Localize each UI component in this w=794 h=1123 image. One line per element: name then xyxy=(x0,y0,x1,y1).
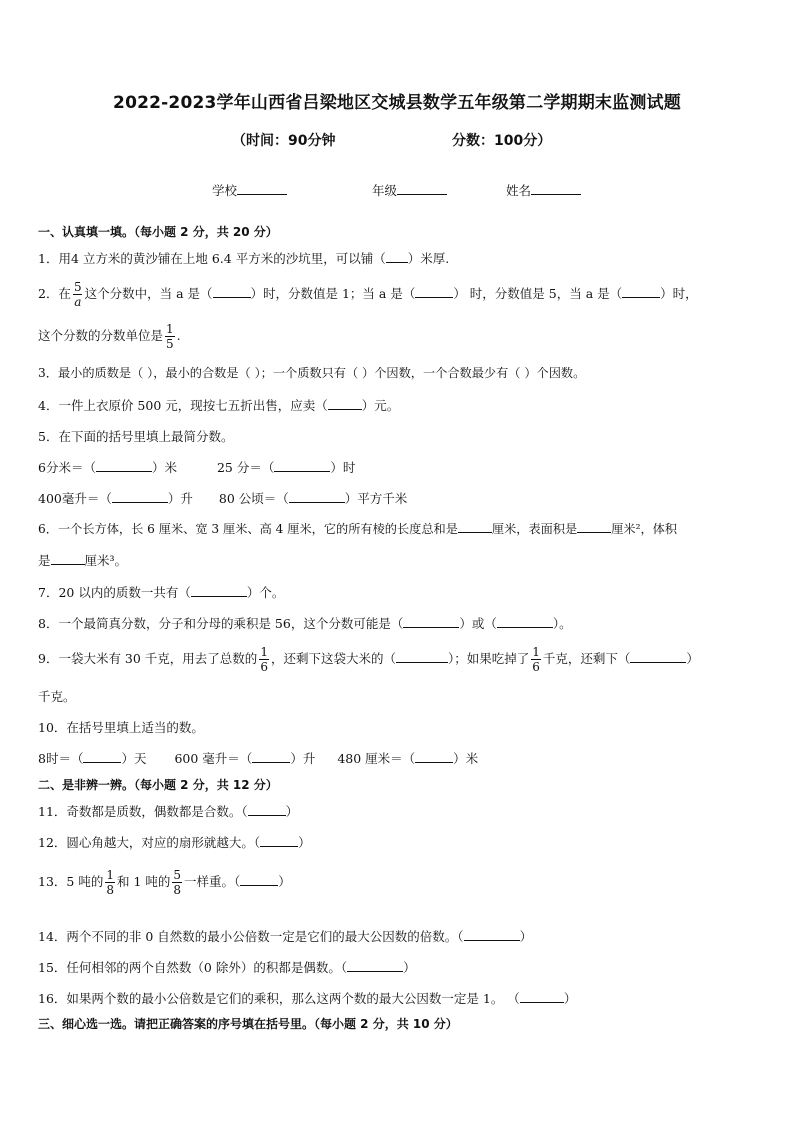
q9-blank-2[interactable] xyxy=(630,650,686,663)
question-10-intro: 10．在括号里填上适当的数。 xyxy=(38,720,204,735)
q2-blank-3[interactable] xyxy=(622,285,660,298)
question-13: 13．5 吨的 $\frac{1}{8}$ 和 1 吨的 $\frac{5}{8}$ 一样重。（ ） xyxy=(38,868,291,897)
q6-blank-2[interactable] xyxy=(577,520,611,533)
question-14: 14．两个不同的非 0 自然数的最小公倍数一定是它们的最大公因数的倍数。（ ） xyxy=(38,929,533,944)
question-11: 11．奇数都是质数，偶数都是合数。（ ） xyxy=(38,804,299,819)
q5-blank-3[interactable] xyxy=(112,490,168,503)
question-2-line-2: 这个分数的分数单位是 $\frac{1}{5}$ . xyxy=(38,322,181,351)
grade-label: 年级 xyxy=(372,183,398,198)
school-field[interactable] xyxy=(212,181,287,199)
q13-answer-blank[interactable] xyxy=(240,873,278,886)
section-2-heading: 二、是非辨一辨。（每小题 2 分，共 12 分） xyxy=(38,778,278,792)
fraction-1-over-6: $\frac{1}{6}$ xyxy=(260,645,268,674)
question-1: 1．用4 立方米的黄沙铺在上地 6.4 平方米的沙坑里，可以铺（ ）米厚. xyxy=(38,251,450,266)
section-3-heading: 三、细心选一选。请把正确答案的序号填在括号里。（每小题 2 分，共 10 分） xyxy=(38,1017,458,1031)
q5-blank-4[interactable] xyxy=(289,490,345,503)
question-16: 16．如果两个数的最小公倍数是它们的乘积，那么这两个数的最大公因数一定是 1。 （ ） xyxy=(38,991,577,1006)
question-5-row-1: 6分米＝（ ）米 25 分＝（ ）时 xyxy=(38,460,356,475)
question-10-row: 8时＝（ ）天 600 毫升＝（ ）升 480 厘米＝（ ）米 xyxy=(38,751,479,766)
q2-blank-1[interactable] xyxy=(213,285,251,298)
fraction-5-over-a: $\frac{5}{a}$ xyxy=(73,280,82,309)
q7-answer-blank[interactable] xyxy=(191,584,247,597)
question-9-line-2: 千克。 xyxy=(38,689,76,704)
q15-answer-blank[interactable] xyxy=(347,959,403,972)
q10-blank-2[interactable] xyxy=(252,750,290,763)
question-5-intro: 5．在下面的括号里填上最简分数。 xyxy=(38,429,234,444)
q10-blank-1[interactable] xyxy=(83,750,121,763)
fraction-5-over-8: $\frac{5}{8}$ xyxy=(173,868,182,897)
question-6-line-2: 是 厘米³。 xyxy=(38,553,128,568)
section-1-heading: 一、认真填一填。（每小题 2 分，共 20 分） xyxy=(38,225,278,239)
q9-blank-1[interactable] xyxy=(396,650,448,663)
q8-blank-1[interactable] xyxy=(403,615,459,628)
question-9: 9．一袋大米有 30 千克，用去了总数的 $\frac{1}{6}$ ，还剩下这袋大米的（ ）；如果吃掉了 $\frac{1}{6}$ 千克，还剩下（ ） xyxy=(38,645,699,674)
q14-answer-blank[interactable] xyxy=(464,928,520,941)
fraction-1-over-8: $\frac{1}{8}$ xyxy=(106,868,114,897)
school-blank[interactable] xyxy=(237,181,287,195)
name-blank[interactable] xyxy=(531,181,581,195)
q2-blank-2[interactable] xyxy=(415,285,453,298)
question-2: 2．在 $\frac{5}{a}$ 这个分数中，当 a 是（ ）时，分数值是 1；当 a 是（ ） 时，分数值是 5，当 a 是（ ）时， xyxy=(38,280,698,309)
question-15: 15．任何相邻的两个自然数（0 除外）的积都是偶数。（ ） xyxy=(38,960,416,975)
q1-answer-blank[interactable] xyxy=(386,250,408,263)
school-label: 学校 xyxy=(212,183,238,198)
q16-answer-blank[interactable] xyxy=(520,990,564,1003)
question-5-row-2: 400毫升＝（ ）升 80 公顷＝（ ）平方千米 xyxy=(38,491,408,506)
fraction-1-over-6-second: $\frac{1}{6}$ xyxy=(532,645,540,674)
q12-answer-blank[interactable] xyxy=(260,834,298,847)
grade-field[interactable] xyxy=(372,181,447,199)
name-field[interactable] xyxy=(506,181,581,199)
q4-answer-blank[interactable] xyxy=(328,397,362,410)
question-8: 8．一个最简真分数，分子和分母的乘积是 56，这个分数可能是（ ）或（ ）。 xyxy=(38,616,572,631)
q11-answer-blank[interactable] xyxy=(248,803,286,816)
question-7: 7．20 以内的质数一共有（ ）个。 xyxy=(38,585,285,600)
q8-blank-2[interactable] xyxy=(497,615,553,628)
name-label: 姓名 xyxy=(506,183,532,198)
q6-blank-3[interactable] xyxy=(51,552,85,565)
question-3: 3．最小的质数是（ ），最小的合数是（ ）；一个质数只有（ ）个因数，一个合数最少有（ ）个因数。 xyxy=(38,366,586,380)
q10-blank-3[interactable] xyxy=(415,750,453,763)
q6-blank-1[interactable] xyxy=(458,520,492,533)
fraction-1-over-5: $\frac{1}{5}$ xyxy=(166,322,174,351)
grade-blank[interactable] xyxy=(397,181,447,195)
question-4: 4．一件上衣原价 500 元，现按七五折出售，应卖（ ）元。 xyxy=(38,398,400,413)
exam-title: 2022-2023学年山西省吕梁地区交城县数学五年级第二学期期末监测试题 xyxy=(113,93,681,113)
question-12: 12．圆心角越大，对应的扇形就越大。（ ） xyxy=(38,835,311,850)
question-6: 6．一个长方体，长 6 厘米、宽 3 厘米、高 4 厘米，它的所有棱的长度总和是 厘米，表面积是 厘米²，体积 xyxy=(38,522,678,536)
q5-blank-2[interactable] xyxy=(274,459,330,472)
exam-score: 分数：100分） xyxy=(452,133,552,149)
q5-blank-1[interactable] xyxy=(96,459,152,472)
exam-time: （时间：90分钟 xyxy=(232,133,336,149)
